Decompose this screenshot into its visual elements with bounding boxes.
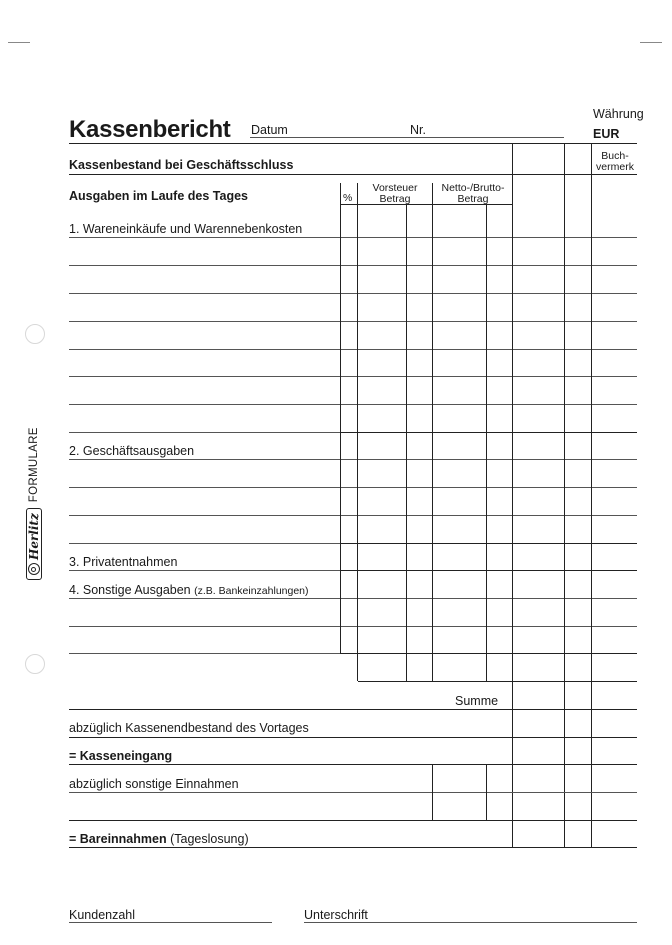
spiral-icon [28, 563, 40, 575]
column-line-booking [591, 143, 592, 848]
rule-closing-balance [69, 174, 637, 175]
entry-line[interactable] [69, 321, 340, 322]
percent-column-header: % [343, 192, 353, 204]
page-title: Kassenbericht [69, 116, 231, 143]
date-label: Datum [251, 123, 288, 137]
grid-row-line [340, 265, 637, 266]
grid-row-line [340, 515, 637, 516]
input-tax-column-header [358, 183, 432, 205]
closing-balance-label: Kassenbestand bei Geschäftsschluss [69, 158, 294, 172]
grid-row-line [340, 487, 637, 488]
entry-line[interactable] [69, 237, 340, 238]
grid-row-line-sum [358, 681, 637, 682]
currency-label: Währung [593, 107, 644, 121]
booking-note-label [596, 151, 634, 173]
brand-label: FORMULARE [28, 427, 40, 503]
grid-row-line [340, 349, 637, 350]
item-4-label [69, 583, 309, 598]
grid-row-line [340, 598, 637, 599]
other-income-amount-decimal [486, 764, 487, 820]
brand-name: Herlitz [27, 513, 41, 560]
entry-line[interactable] [69, 265, 340, 266]
entry-line[interactable] [69, 459, 340, 460]
item-4-note: (z.B. Bankeinzahlungen) [194, 585, 309, 597]
rule-prev-balance [69, 737, 637, 738]
column-line-percent [340, 183, 341, 653]
cash-receipts-label: = Kasseneingang [69, 749, 173, 763]
column-line-net-decimal [486, 204, 487, 681]
currency-value: EUR [593, 127, 620, 141]
entry-line[interactable] [69, 653, 340, 654]
grid-row-line-subtotal [340, 432, 637, 433]
customer-count-label: Kundenzahl [69, 908, 136, 922]
column-line-tax-end [432, 183, 433, 681]
grid-row-line [340, 237, 637, 238]
grid-row-line [340, 404, 637, 405]
net-gross-line2: Betrag [457, 193, 489, 205]
brand-strip [24, 415, 44, 580]
grid-row-line [340, 376, 637, 377]
entry-line[interactable] [69, 487, 340, 488]
signature-label: Unterschrift [304, 908, 368, 922]
fold-mark-left [8, 42, 30, 43]
entry-line[interactable] [69, 570, 340, 571]
entry-line[interactable] [69, 293, 340, 294]
minus-other-income-label: abzüglich sonstige Einnahmen [69, 777, 239, 791]
grid-row-line [340, 293, 637, 294]
rule-sum [69, 709, 637, 710]
net-gross-line1: Netto-/Brutto- [441, 182, 505, 194]
signature-line[interactable] [304, 922, 637, 923]
net-gross-column-header [433, 183, 513, 205]
rule-column-header [340, 204, 513, 205]
entry-line[interactable] [69, 404, 340, 405]
booking-note-line2: vermerk [596, 161, 634, 173]
sum-label: Summe [455, 694, 499, 708]
grid-row-line [340, 653, 637, 654]
item-4-main: 4. Sonstige Ausgaben [69, 583, 191, 597]
column-line-percent-end [357, 183, 358, 681]
column-line-tax-decimal [406, 204, 407, 681]
brand-logo [26, 508, 42, 580]
column-line-net-end [512, 143, 513, 848]
grid-row-line [340, 626, 637, 627]
expenses-heading: Ausgaben im Laufe des Tages [69, 189, 248, 203]
rule-other-income [69, 820, 637, 821]
fold-mark-right [640, 42, 662, 43]
entry-line[interactable] [69, 543, 340, 544]
item-3-label: 3. Privatentnahmen [69, 555, 178, 569]
entry-line[interactable] [69, 376, 340, 377]
booking-note-line1: Buch- [601, 150, 629, 162]
customer-count-line[interactable] [69, 922, 272, 923]
item-2-label: 2. Geschäftsausgaben [69, 444, 195, 458]
entry-line[interactable] [69, 626, 340, 627]
number-label: Nr. [410, 123, 426, 137]
input-tax-line1: Vorsteuer [372, 182, 418, 194]
entry-line[interactable] [69, 349, 340, 350]
cash-takings-main: = Bareinnahmen [69, 832, 167, 846]
grid-row-line [340, 459, 637, 460]
cash-takings-label [69, 832, 249, 846]
grid-row-line [340, 321, 637, 322]
grid-row-line-subtotal [340, 543, 637, 544]
rule-top [69, 143, 637, 144]
punch-hole-bottom [25, 654, 45, 674]
entry-line[interactable] [69, 598, 340, 599]
column-line-total-decimal [564, 143, 565, 848]
punch-hole-top [25, 324, 45, 344]
item-1-label: 1. Wareneinkäufe und Warennebenkosten [69, 222, 303, 236]
other-income-amount-start [432, 764, 433, 820]
rule-cash-receipts [69, 764, 637, 765]
cash-takings-note: (Tageslosung) [170, 832, 249, 846]
minus-prev-balance-label: abzüglich Kassenendbestand des Vortages [69, 721, 309, 735]
input-tax-line2: Betrag [379, 193, 411, 205]
other-income-line[interactable] [69, 792, 637, 793]
grid-row-line-subtotal [340, 570, 637, 571]
entry-line[interactable] [69, 432, 340, 433]
entry-line[interactable] [69, 515, 340, 516]
date-number-line[interactable] [250, 137, 564, 138]
rule-cash-takings [69, 847, 637, 848]
